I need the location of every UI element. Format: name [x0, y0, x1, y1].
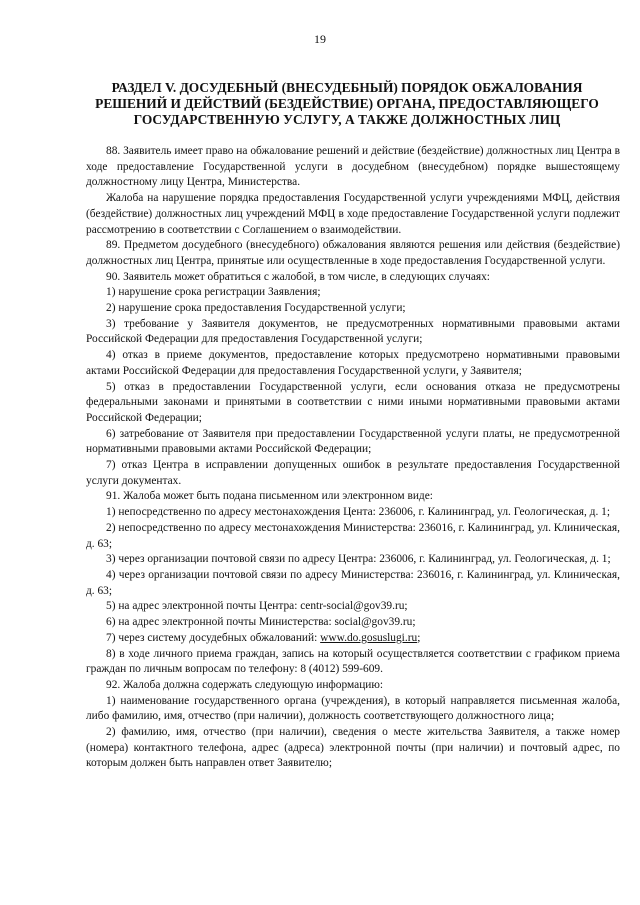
gosuslugi-link[interactable]: www.do.gosuslugi.ru — [320, 631, 418, 644]
list-item-90-1: 1) нарушение срока регистрации Заявления; — [106, 286, 321, 299]
list-item-91-1: 1) непосредственно по адресу местонахождения Цента: 236006, г. Калининград, ул. Геологическая, д. 1; — [106, 506, 611, 519]
title-line-2: РЕШЕНИЙ И ДЕЙСТВИЙ (БЕЗДЕЙСТВИЕ) ОРГАНА, ПРЕДОСТАВЛЯЮЩЕГО — [95, 96, 599, 111]
paragraph-92: 92. Жалоба должна содержать следующую информацию: — [106, 678, 384, 691]
list-item-91-8: 8) в ходе личного приема граждан, запись на который осуществляется соответствии с графиком приема граждан по личным вопросам по телефону: 8 (4012) 599-609. — [86, 647, 620, 676]
page-number: 19 — [314, 32, 326, 46]
document-body — [86, 144, 620, 772]
list-item-91-6: 6) на адрес электронной почты Министерства: social@gov39.ru; — [106, 616, 416, 629]
list-item-91-7-suffix: ; — [417, 631, 421, 644]
list-item-91-7-prefix: 7) через систему досудебных обжалований: — [106, 631, 321, 644]
title-line-3: ГОСУДАРСТВЕННУЮ УСЛУГУ, А ТАКЖЕ ДОЛЖНОСТНЫХ ЛИЦ — [133, 112, 561, 127]
list-item-90-2: 2) нарушение срока предоставления Государственной услуги; — [106, 302, 406, 315]
list-item-90-4: 4) отказ в приеме документов, предоставление которых предусмотрено нормативными правовыми актами Российской Федерации для предоставления Государственной услуги, у Заявителя; — [86, 349, 620, 377]
section-title — [76, 80, 618, 128]
title-line-1: РАЗДЕЛ V. ДОСУДЕБНЫЙ (ВНЕСУДЕБНЫЙ) ПОРЯДОК ОБЖАЛОВАНИЯ — [111, 80, 583, 95]
list-item-90-7: 7) отказ Центра в исправлении допущенных ошибок в результате предоставления Государственной услуги документах. — [86, 459, 620, 487]
list-item-91-4: 4) через организации почтовой связи по адресу Министерства: 236016, г. Калининград, ул. Клиническая, д. 63; — [86, 568, 620, 597]
paragraph-90: 90. Заявитель может обратиться с жалобой, в том числе, в следующих случаях: — [106, 270, 490, 283]
list-item-91-2: 2) непосредственно по адресу местонахождения Министерства: 236016, г. Калининград, ул. Клиническая, д. 63; — [86, 521, 620, 550]
list-item-92-1: 1) наименование государственного органа (учреждения), в который направляется письменная жалоба, либо фамилию, имя, отчество (при наличии), должность соответствующего должностного лица; — [86, 694, 620, 723]
paragraph-mfc-complaint: Жалоба на нарушение порядка предоставления Государственной услуги учреждениями МФЦ, действия (бездействие) должностных лиц учреждений МФЦ в ходе предоставление Государственной услуги подлежит рассмотрению в соответствии с Соглашением о взаимодействии. — [86, 192, 620, 236]
list-item-90-5: 5) отказ в предоставлении Государственной услуги, если основания отказа не предусмотрены федеральными законами и принятыми в соответствии с ними иными нормативными правовыми актами Российской Федерации; — [86, 380, 620, 424]
list-item-91-3: 3) через организации почтовой связи по адресу Центра: 236006, г. Калининград, ул. Геологическая, д. 1; — [106, 553, 611, 566]
paragraph-91: 91. Жалоба может быть подана письменном или электронном виде: — [106, 490, 433, 503]
list-item-90-3: 3) требование у Заявителя документов, не предусмотренных нормативными правовыми актами Российской Федерации для предоставления Государственной услуги; — [86, 317, 620, 346]
list-item-90-6: 6) затребование от Заявителя при предоставлении Государственной услуги платы, не предусмотренной нормативными правовыми актами Российской Федерации; — [86, 427, 620, 456]
list-item-91-5: 5) на адрес электронной почты Центра: centr-social@gov39.ru; — [106, 600, 408, 613]
list-item-92-2: 2) фамилию, имя, отчество (при наличии), сведения о месте жительства Заявителя, а также номер (номера) контактного телефона, адрес (адреса) электронной почты (при наличии) и почтовый адрес, по которым должен быть направлен ответ Заявителю; — [86, 726, 620, 770]
paragraph-88: 88. Заявитель имеет право на обжалование решений и действие (бездействие) должностных лиц Центра в ходе предоставление Государственной услуги в досудебном (внесудебном) порядке вышестоящему должностному лицу Центра, Министерства. — [86, 145, 620, 189]
list-item-91-7 — [86, 631, 620, 647]
paragraph-89: 89. Предметом досудебного (внесудебного) обжалования являются решения или действия (бездействие) должностных лиц Центра, принятые или осуществленные в ходе предоставления Государственной услуги. — [86, 239, 620, 267]
